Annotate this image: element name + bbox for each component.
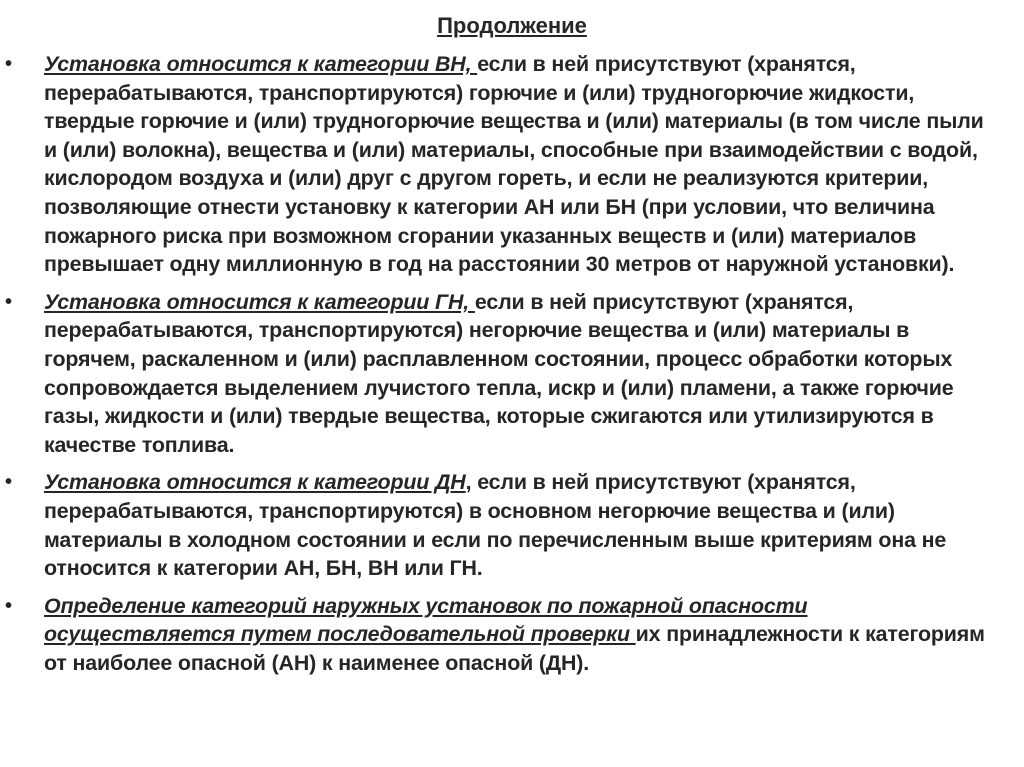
bullet-list bbox=[0, 50, 1024, 686]
bullet-item-dn bbox=[0, 468, 1024, 582]
bullet-item-vn bbox=[0, 50, 1024, 279]
bullet-dot-icon: • bbox=[5, 594, 12, 617]
bullet-dot-icon: • bbox=[5, 290, 12, 313]
bullet-body-text: если в ней присутствуют (хранятся, перерабатываются, транспортируются) горючие и (или) трудногорючие жидкости, твердые горючие и (или) трудногорючие вещества и (или) материалы (в том числе пыли и (или) волокна), вещества и (или) материалы, способные при взаимодействии с водой, кислородом воздуха и (или) друг с другом гореть, и если не реализуются критерии, позволяющие отнести установку к категории АН или БН (при условии, что величина пожарного риска при возможном сгорании указанных веществ и (или) материалов превышает одну миллионную в год на расстоянии 30 метров от наружной установки). bbox=[44, 52, 984, 277]
bullet-dot-icon: • bbox=[5, 471, 12, 494]
bullet-item-procedure bbox=[0, 592, 1024, 678]
bullet-lead-text: Установка относится к категории ДН bbox=[44, 470, 466, 495]
bullet-lead-text: Установка относится к категории ГН, bbox=[44, 289, 475, 314]
bullet-dot-icon: • bbox=[5, 53, 12, 75]
bullet-item-gn bbox=[0, 288, 1024, 460]
bullet-lead-text: Определение категорий наружных установок по пожарной опасности осуществляется путем последовательной проверки bbox=[44, 593, 808, 647]
slide-title: Продолжение bbox=[437, 13, 587, 38]
bullet-lead-text: Установка относится к категории ВН, bbox=[44, 52, 478, 76]
bullet-body-text: , если в ней присутствуют (хранятся, перерабатываются, транспортируются) в основном негорючие вещества и (или) материалы в холодном состоянии и если по перечисленным выше критериям она не относится к категории АН, БН, ВН или ГН. bbox=[44, 470, 947, 581]
bullet-body-text: если в ней присутствуют (хранятся, перерабатываются, транспортируются) негорючие вещества и (или) материалы в горячем, раскаленном и (или) расплавленном состоянии, процесс обработки которых сопровождается выделением лучистого тепла, искр и (или) пламени, а также горючие газы, жидкости и (или) твердые вещества, которые сжигаются или утилизируются в качестве топлива. bbox=[44, 289, 954, 457]
bullet-body-text: их принадлежности к категориям от наиболее опасной (АН) к наименее опасной (ДН). bbox=[44, 622, 985, 675]
